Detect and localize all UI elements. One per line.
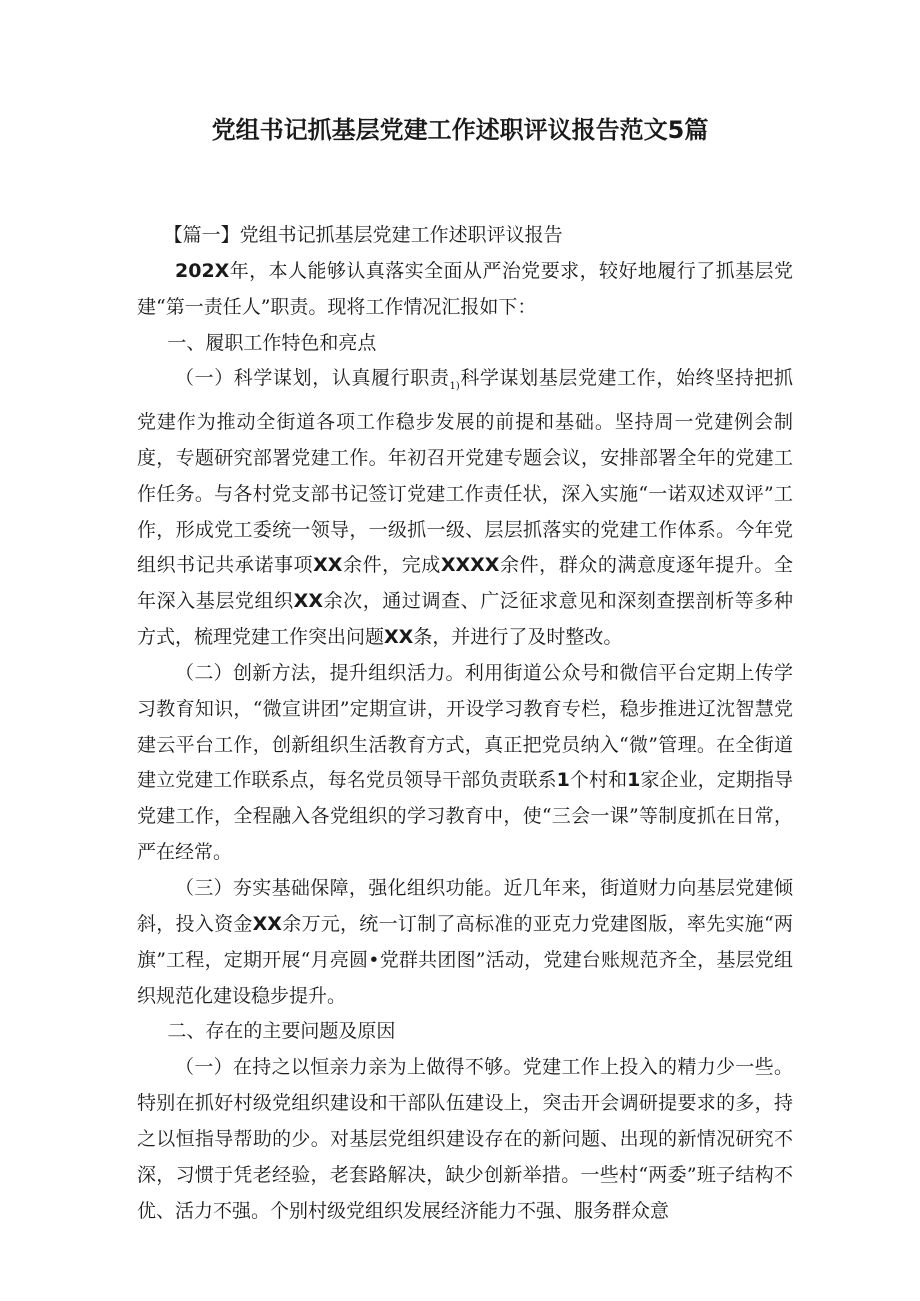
paragraph-1-text-b: 余件，完成 [342,554,441,577]
paragraph-1-text-c: 余件，群众的满意度逐年提升。全年深入基层党组织 [137,554,793,613]
paragraph-1-lead: （一）科学谋划，认真履行职责 [175,367,450,390]
section-heading-2: 二、存在的主要问题及原因 [167,1020,396,1043]
placeholder-value: XXXX [440,554,500,577]
paragraph-1-text-a: 科学谋划基层党建工作，始终坚持把抓党建作为推动全街道各项工作稳步发展的前提和基础。坚持周一党建例会制度，专题研究部署党建工作。年初召开党建专题会议，安排部署全年的党建工作任务。与各村党支部书记签订党建工作责任状，深入实施“一诺双述双评”工作，形成党工委统一领导，一级抓一级、层层抓落实的党建工作体系。今年党组织书记共承诺事项 [137,367,793,577]
paragraph-1-text-e: 条，并进行了及时整改。 [413,626,623,649]
placeholder-value: XX [384,626,414,649]
paragraph-1 [137,361,793,656]
paragraph-2-text-c: 家企业，定期指导党建工作，全程融入各党组织的学习教育中，使“三会一课”等制度抓在日常，严在经常。 [137,769,793,864]
number-value: 1 [556,769,570,792]
paragraph-2-text-b: 个村和 [569,769,628,792]
paragraph-2 [137,656,793,871]
intro-paragraph [137,254,793,326]
placeholder-value: XX [293,590,323,613]
paragraph-4: （一）在持之以恒亲力亲为上做得不够。党建工作上投入的精力少一些。特别在抓好村级党组织建设和干部队伍建设上，突击开会调研提要求的多，持之以恒指导帮助的少。对基层党组织建设存在的新问题、出现的新情况研究不深，习惯于凭老经验，老套路解决，缺少创新举措。一些村“两委”班子结构不优、活力不强。个别村级党组织发展经济能力不强、服务群众意 [137,1056,793,1222]
paragraph-3-text-a: （三）夯实基础保障，强化组织功能。近几年来，街道财力向基层党建倾斜，投入资金 [137,876,793,935]
document-body [137,218,793,1229]
paragraph-2-text-a: （二）创新方法，提升组织活力。利用街道公众号和微信平台定期上传学习教育知识，“微宣讲团”定期宣讲，开设学习教育专栏，稳步推进辽沈智慧党建云平台工作，创新组织生活教育方式，真正把党员纳入“微”管理。在全街道建立党建工作联系点，每名党员领导干部负责联系 [137,661,793,792]
paragraph-3-text-b: 余万元，统一订制了高标准的亚克力党建图版，率先实施“两旗”工程，定期开展“月亮圆•党群共团图”活动，党建台账规范齐全，基层党组织规范化建设稳步提升。 [137,912,793,1007]
paragraph-1-text-d: 余次，通过调查、广泛征求意见和深刻查摆剖析等多种方式，梳理党建工作突出问题 [137,590,793,649]
placeholder-value: XX [252,912,282,935]
footnote-marker: 1) [449,381,460,393]
year-value: 202X [175,259,230,282]
document-title: 党组书记抓基层党建工作述职评议报告范文5篇 [211,116,709,144]
section-heading-1: 一、履职工作特色和亮点 [167,331,377,354]
part-heading: 【篇一】党组书记抓基层党建工作述职评议报告 [163,224,563,246]
intro-text: 年，本人能够认真落实全面从严治党要求，较好地履行了抓基层党建“第一责任人”职责。现将工作情况汇报如下： [137,259,793,318]
placeholder-value: XX [313,554,343,577]
paragraph-3 [137,871,793,1014]
number-value: 1 [627,769,641,792]
